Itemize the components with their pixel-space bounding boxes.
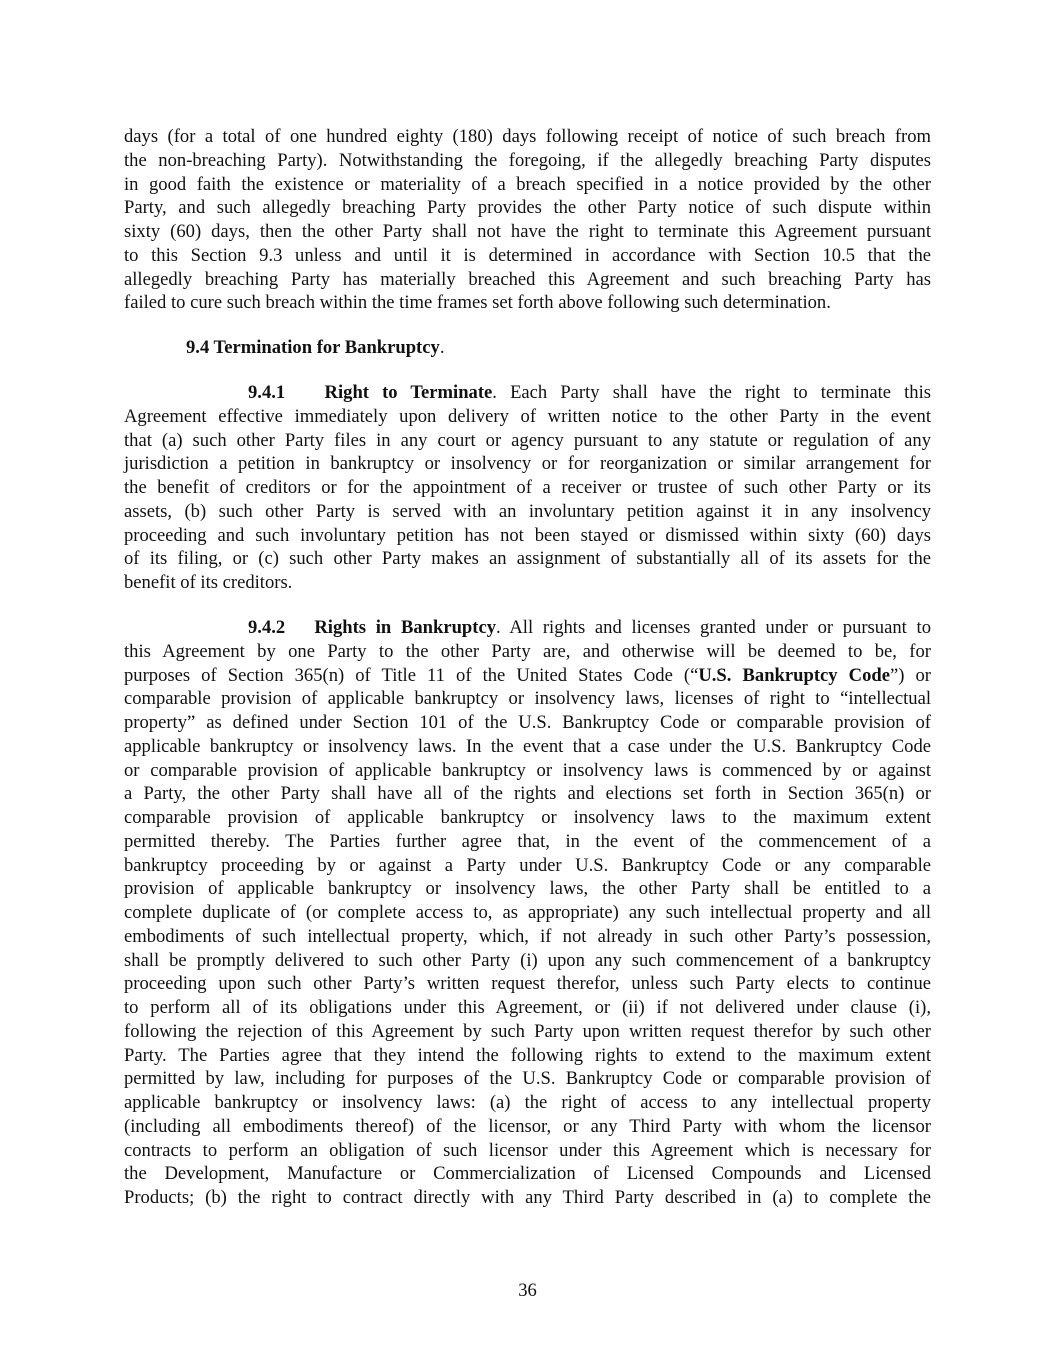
- text-line: allegedly breaching Party has materially breached this Agreement and such breaching Party has: [124, 268, 931, 290]
- text-line: jurisdiction a petition in bankruptcy or insolvency or for reorganization or similar arrangement for: [124, 453, 931, 475]
- text-line: failed to cure such breach within the time frames set forth above following such determination.: [124, 292, 831, 314]
- text-line: or comparable provision of applicable bankruptcy or insolvency laws is commenced by or against: [124, 759, 931, 781]
- text-line: Party. The Parties agree that they intend the following rights to extend to the maximum extent: [124, 1044, 931, 1066]
- text-line: property” as defined under Section 101 of the U.S. Bankruptcy Code or comparable provision of: [124, 712, 931, 733]
- text-line: this Agreement by one Party to the other Party are, and otherwise will be deemed to be, for: [124, 640, 931, 662]
- text-line: the non-breaching Party). Notwithstanding the foregoing, if the allegedly breaching Party disputes: [124, 149, 931, 171]
- text-line: assets, (b) such other Party is served with an involuntary petition against it in any insolvency: [124, 500, 931, 522]
- section-number: 9.4.1: [248, 382, 286, 403]
- text-line: permitted by law, including for purposes of the U.S. Bankruptcy Code or comparable provision of: [124, 1068, 931, 1090]
- text-line: Products; (b) the right to contract directly with any Third Party described in (a) to complete the: [124, 1187, 931, 1208]
- paragraph-9-3-continued: [124, 125, 931, 315]
- paragraph-9-4-2: 9.4.2 Rights in Bankruptcy. All rights and licenses granted under or pursuant to this Agreement by one Party to the other Party are, and otherwise will be deemed to be, for purposes of Section 365(n) of Title 11 of the United States Code (“U.S. Bankruptcy Code”) or comparable provision of applicable bankruptcy or insolvency laws, licenses of right to “intellectual property” as defined under Section 101 of the U.S. Bankruptcy Code or comparable provision of applicable bankruptcy or insolvency laws. In the event that a case under the U.S. Bankruptcy Code or comparable provision of applicable bankruptcy or insolvency laws is commenced by or against a Party, the other Party shall have all of the rights and elections set forth in Section 365(n) or comparable provision of applicable bankruptcy or insolvency laws to the maximum extent permitted thereby. The Parties further agree that, in the event of the commencement of a bankruptcy proceeding by or against a Party under U.S. Bankruptcy Code or any comparable provision of applicable bankruptcy or insolvency laws, the other Party shall be entitled to a complete duplicate of (or complete access to, as appropriate) any such intellectual property and all embodiments of such intellectual property, which, if not already in such other Party’s possession, shall be promptly delivered to such other Party (i) upon any such commencement of a bankruptcy proceeding upon such other Party’s written request therefor, unless such Party elects to continue to perform all of its obligations under this Agreement, or (ii) if not delivered under clause (i), following the rejection of this Agreement by such Party upon written request therefor by such other Party. The Parties agree that they intend the following rights to extend to the maximum extent permitted by law, including for purposes of the U.S. Bankruptcy Code or comparable provision of applicable bankruptcy or insolvency laws: (a) the right of access to any intellectual property (including all embodiments thereof) of the licensor, or any Third Party with whom the licensor contracts to perform an obligation of such licensor under this Agreement which is necessary for the Development, Manufacture or Commercialization of Licensed Compounds and Licensed Products; (b) the right to contract directly with any Third Party described in (a) to complete the: [124, 617, 931, 1208]
- text-line: that (a) such other Party files in any court or agency pursuant to any statute or regulation of any: [124, 429, 931, 451]
- text-line: comparable provision of applicable bankruptcy or insolvency laws, licenses of right to “intellectual: [124, 688, 931, 710]
- section-title: Rights in Bankruptcy: [314, 617, 497, 638]
- text-line: of its filing, or (c) such other Party makes an assignment of substantially all of its assets for the: [124, 548, 931, 570]
- page-number: 36: [518, 1280, 537, 1301]
- text-line: embodiments of such intellectual property, which, if not already in such other Party’s possession,: [124, 925, 931, 947]
- text-line: benefit of its creditors.: [124, 572, 293, 593]
- text-line: proceeding and such involuntary petition has not been stayed or dismissed within sixty (60) days: [124, 524, 931, 546]
- section-heading-9-4: 9.4 Termination for Bankruptcy.: [186, 337, 445, 358]
- text-line: complete duplicate of (or complete access to, as appropriate) any such intellectual property and all: [124, 902, 931, 923]
- text-line: to this Section 9.3 unless and until it is determined in accordance with Section 10.5 that the: [124, 244, 931, 266]
- text-line: the benefit of creditors or for the appointment of a receiver or trustee of such other Party or its: [124, 477, 931, 498]
- text-line: Party, and such allegedly breaching Party provides the other Party notice of such dispute within: [124, 197, 931, 219]
- text-line: the Development, Manufacture or Commercialization of Licensed Compounds and Licensed: [124, 1163, 931, 1185]
- text-line: to perform all of its obligations under this Agreement, or (ii) if not delivered under clause (i),: [124, 997, 931, 1018]
- section-title: Right to Terminate: [324, 382, 493, 403]
- text-line: following the rejection of this Agreement by such Party upon written request therefor by such other: [124, 1020, 931, 1042]
- text-line: applicable bankruptcy or insolvency laws. In the event that a case under the U.S. Bankruptcy Code: [124, 735, 931, 757]
- defined-term: U.S. Bankruptcy Code: [698, 664, 890, 686]
- text-line: bankruptcy proceeding by or against a Party under U.S. Bankruptcy Code or any comparable: [124, 854, 931, 876]
- text-line: a Party, the other Party shall have all of the rights and elections set forth in Section 365(n) or: [124, 783, 931, 805]
- text-line: contracts to perform an obligation of such licensor under this Agreement which is necessary for: [124, 1139, 931, 1161]
- text-line: in good faith the existence or materiality of a breach specified in a notice provided by the other: [124, 173, 931, 195]
- heading-title: 9.4 Termination for Bankruptcy: [186, 337, 440, 358]
- text-line: days (for a total of one hundred eighty (180) days following receipt of notice of such breach from: [124, 126, 931, 147]
- text-line: proceeding upon such other Party’s written request therefor, unless such Party elects to continue: [124, 973, 931, 995]
- text-line: sixty (60) days, then the other Party shall not have the right to terminate this Agreement pursuant: [124, 221, 931, 242]
- section-number: 9.4.2: [248, 617, 286, 638]
- text-line: comparable provision of applicable bankruptcy or insolvency laws to the maximum extent: [124, 807, 931, 828]
- text-line: (including all embodiments thereof) of the licensor, or any Third Party with whom the licensor: [124, 1115, 931, 1137]
- paragraph-9-4-1: 9.4.1 Right to Terminate. Each Party shall have the right to terminate this Agreement effective immediately upon delivery of written notice to the other Party in the event that (a) such other Party files in any court or agency pursuant to any statute or regulation of any jurisdiction a petition in bankruptcy or insolvency or for reorganization or similar arrangement for the benefit of creditors or for the appointment of a receiver or trustee of such other Party or its assets, (b) such other Party is served with an involuntary petition against it in any insolvency proceeding and such involuntary petition has not been stayed or dismissed within sixty (60) days of its filing, or (c) such other Party makes an assignment of substantially all of its assets for the benefit of its creditors.: [124, 382, 931, 593]
- text-line: applicable bankruptcy or insolvency laws: (a) the right of access to any intellectual property: [124, 1092, 931, 1113]
- text-line: shall be promptly delivered to such other Party (i) upon any such commencement of a bankruptcy: [124, 949, 931, 971]
- text-line: provision of applicable bankruptcy or insolvency laws, the other Party shall be entitled to a: [124, 878, 931, 900]
- text-line: permitted thereby. The Parties further agree that, in the event of the commencement of a: [124, 830, 931, 852]
- text-line: Agreement effective immediately upon delivery of written notice to the other Party in the event: [124, 405, 931, 427]
